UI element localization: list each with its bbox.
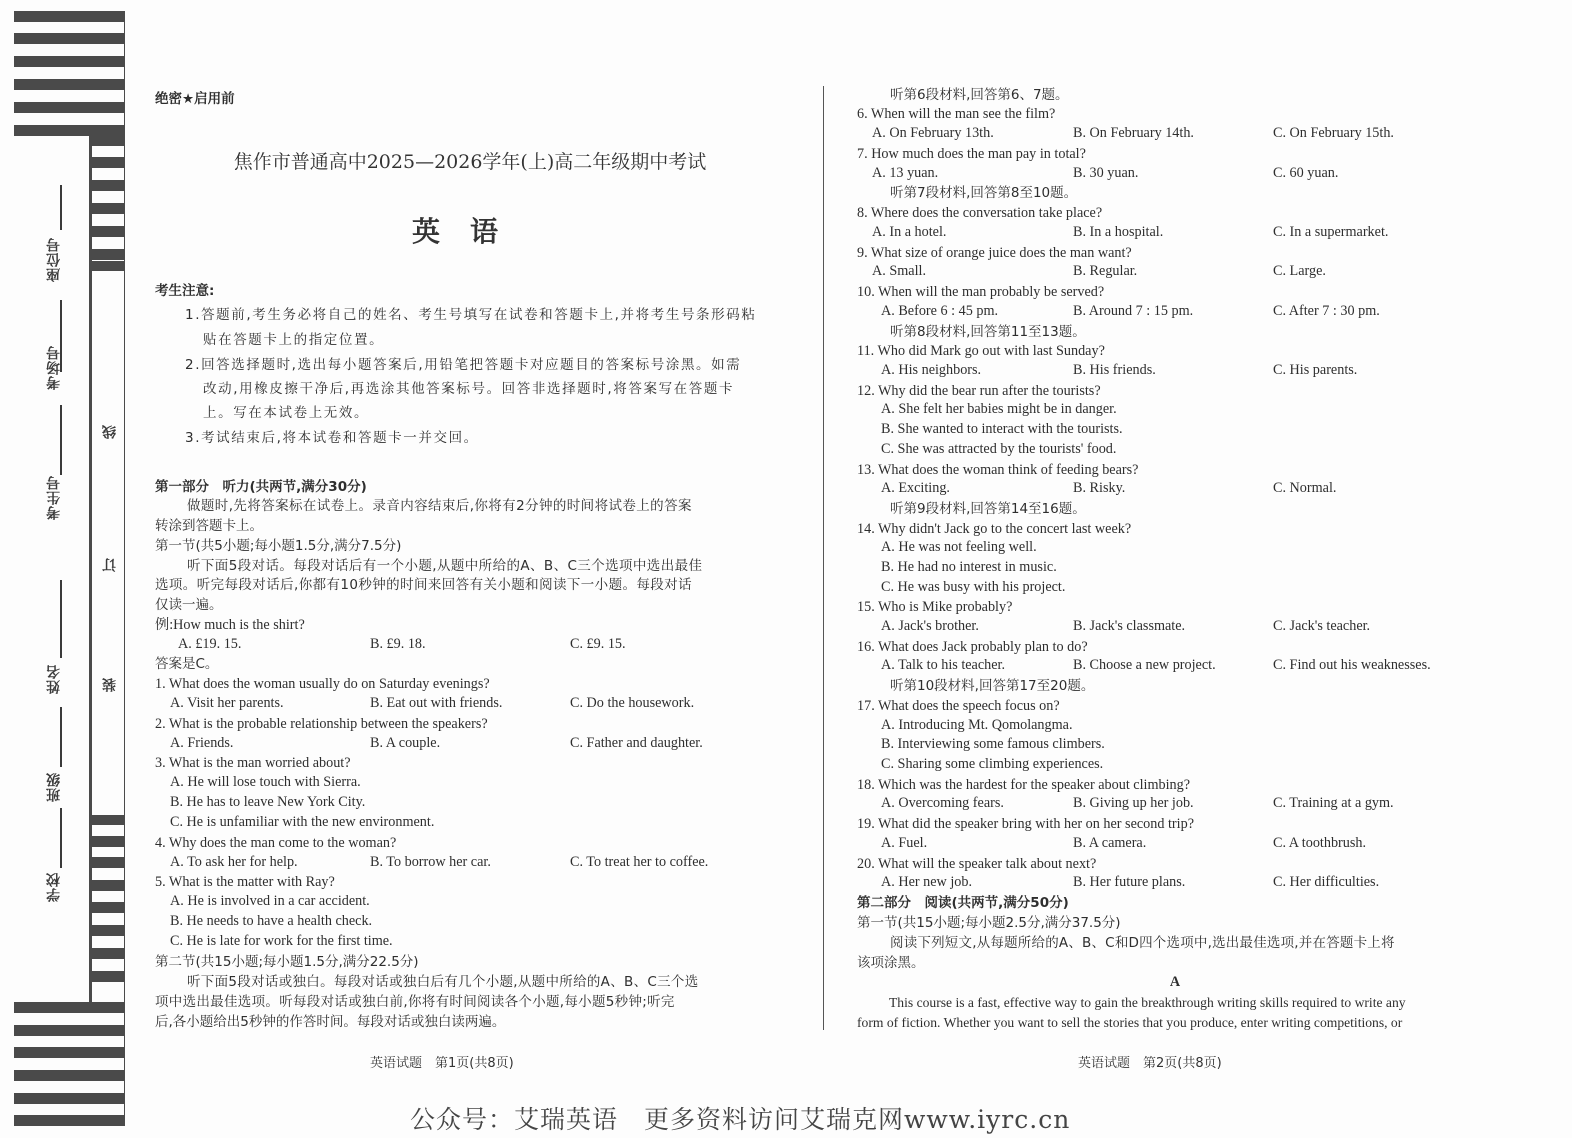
name-blank[interactable]: [60, 580, 62, 658]
material-8-header: 听第8段材料,回答第11至13题。: [890, 324, 1086, 340]
q19-option-b: B. A camera.: [1073, 835, 1147, 851]
part2-intro: 阅读下列短文,从每题所给的A、B、C和D四个选项中,选出最佳选项,并在答题卡上将: [890, 935, 1395, 951]
section1-intro: 选项。听完每段对话后,你都有10秒钟的时间来回答有关小题和阅读下一小题。每段对话: [155, 577, 692, 593]
margin-stripe: [14, 11, 125, 22]
q16-option-c: C. Find out his weaknesses.: [1273, 657, 1431, 673]
q10-option-a: A. Before 6 : 45 pm.: [881, 303, 999, 319]
notice-item: 改动,用橡皮擦干净后,再选涂其他答案标号。回答非选择题时,将答案写在答题卡: [203, 381, 735, 397]
margin-stripe: [90, 836, 125, 847]
question-16: 16. What does Jack probably plan to do?: [857, 639, 1088, 655]
question-5: 5. What is the matter with Ray?: [155, 874, 335, 890]
section1-intro: 仅读一遍。: [155, 597, 223, 613]
margin-stripe: [90, 261, 125, 271]
watermark-text: 公众号：艾瑞英语 更多资料访问艾瑞克网www.iyrc.cn: [410, 1105, 1071, 1134]
question-4: 4. Why does the man come to the woman?: [155, 835, 397, 851]
q3-option-c: C. He is unfamiliar with the new environment.: [170, 814, 435, 830]
question-1: 1. What does the woman usually do on Saturday evenings?: [155, 676, 490, 692]
margin-stripe: [90, 971, 125, 982]
q1-option-c: C. Do the housework.: [570, 695, 695, 711]
passage-label: A: [1169, 974, 1181, 990]
q4-option-a: A. To ask her for help.: [170, 854, 298, 870]
q17-option-a: A. Introducing Mt. Qomolangma.: [881, 717, 1073, 733]
margin-stripe: [14, 1025, 125, 1036]
example-option-c: C. £9. 15.: [570, 636, 626, 652]
question-6: 6. When will the man see the film?: [857, 106, 1056, 122]
q6-option-c: C. On February 15th.: [1273, 125, 1394, 141]
part1-intro: 做题时,先将答案标在试卷上。录音内容结束后,你将有2分钟的时间将试卷上的答案: [187, 498, 692, 514]
margin-stripe: [90, 135, 125, 146]
question-18: 18. Which was the hardest for the speaker about climbing?: [857, 777, 1191, 793]
margin-stripe: [90, 880, 125, 891]
student-number-label: 考生号: [46, 475, 62, 520]
q8-option-a: A. In a hotel.: [872, 224, 947, 240]
school-blank[interactable]: [60, 808, 62, 868]
q13-option-b: B. Risky.: [1073, 480, 1126, 496]
q14-option-b: B. He had no interest in music.: [881, 559, 1057, 575]
margin-stripe: [90, 249, 125, 260]
notice-item: 2.回答选择题时,选出每小题答案后,用铅笔把答题卡对应题目的答案标号涂黑。如需: [185, 357, 742, 373]
margin-stripe: [14, 1115, 125, 1126]
q16-option-b: B. Choose a new project.: [1073, 657, 1216, 673]
question-20: 20. What will the speaker talk about next?: [857, 856, 1097, 872]
notice-item: 3.考试结束后,将本试卷和答题卡一并交回。: [185, 430, 479, 446]
q13-option-a: A. Exciting.: [881, 480, 950, 496]
q9-option-c: C. Large.: [1273, 263, 1326, 279]
material-9-header: 听第9段材料,回答第14至16题。: [890, 501, 1086, 517]
part1-intro: 转涂到答题卡上。: [155, 518, 263, 534]
q15-option-a: A. Jack's brother.: [881, 618, 979, 634]
example-option-a: A. £19. 15.: [178, 636, 242, 652]
question-12: 12. Why did the bear run after the tourists?: [857, 383, 1101, 399]
margin-stripe: [14, 33, 125, 44]
q12-option-b: B. She wanted to interact with the tourists.: [881, 421, 1123, 437]
q7-option-a: A. 13 yuan.: [872, 165, 939, 181]
margin-stripe: [90, 925, 125, 936]
question-8: 8. Where does the conversation take place?: [857, 205, 1103, 221]
margin-stripe: [14, 79, 125, 90]
q20-option-c: C. Her difficulties.: [1273, 874, 1380, 890]
q7-option-b: B. 30 yuan.: [1073, 165, 1139, 181]
notice-item: 上。写在本试卷上无效。: [203, 405, 370, 421]
page-2-footer: 英语试题 第2页(共8页): [1078, 1056, 1222, 1071]
student-number-blank[interactable]: [60, 405, 62, 475]
margin-stripe: [14, 102, 125, 113]
q16-option-a: A. Talk to his teacher.: [881, 657, 1006, 673]
q17-option-c: C. Sharing some climbing experiences.: [881, 756, 1104, 772]
question-14: 14. Why didn't Jack go to the concert last week?: [857, 521, 1132, 537]
margin-stripe: [90, 815, 125, 825]
q3-option-b: B. He has to leave New York City.: [170, 794, 366, 810]
section1-intro: 听下面5段对话。每段对话后有一个小题,从题中所给的A、B、C三个选项中选出最佳: [187, 558, 703, 574]
q19-option-a: A. Fuel.: [881, 835, 928, 851]
binding-mark-line: 线: [102, 425, 118, 439]
margin-stripe: [90, 948, 125, 959]
example-question: 例:How much is the shirt?: [155, 617, 305, 633]
q10-option-b: B. Around 7 : 15 pm.: [1073, 303, 1194, 319]
q10-option-c: C. After 7 : 30 pm.: [1273, 303, 1380, 319]
passage-line: form of fiction. Whether you want to sell the stories that you produce, enter writing competitions, or: [857, 1015, 1403, 1030]
q1-option-a: A. Visit her parents.: [170, 695, 284, 711]
passage-line: This course is a fast, effective way to gain the breakthrough writing skills required to write any: [889, 995, 1406, 1010]
q5-option-a: A. He is involved in a car accident.: [170, 893, 370, 909]
q9-option-b: B. Regular.: [1073, 263, 1138, 279]
seat-number-label: 座位号: [46, 237, 62, 282]
section2-title: 第二节(共15小题;每小题1.5分,满分22.5分): [155, 954, 419, 970]
material-10-header: 听第10段材料,回答第17至20题。: [890, 678, 1095, 694]
q7-option-c: C. 60 yuan.: [1273, 165, 1339, 181]
part2-title: 第二部分 阅读(共两节,满分50分): [857, 895, 1069, 911]
q8-option-c: C. In a supermarket.: [1273, 224, 1389, 240]
margin-stripe: [14, 1093, 125, 1104]
question-7: 7. How much does the man pay in total?: [857, 146, 1086, 162]
part1-title: 第一部分 听力(共两节,满分30分): [155, 479, 367, 495]
material-7-header: 听第7段材料,回答第8至10题。: [890, 185, 1078, 201]
notice-item: 1.答题前,考生务必将自己的姓名、考生号填写在试卷和答题卡上,并将考生号条形码粘: [185, 307, 757, 323]
q4-option-b: B. To borrow her car.: [370, 854, 491, 870]
class-blank[interactable]: [60, 707, 62, 767]
q19-option-c: C. A toothbrush.: [1273, 835, 1367, 851]
q15-option-b: B. Jack's classmate.: [1073, 618, 1186, 634]
material-6-header: 听第6段材料,回答第6、7题。: [890, 87, 1069, 103]
question-13: 13. What does the woman think of feeding bears?: [857, 462, 1139, 478]
section2-intro: 听下面5段对话或独白。每段对话或独白后有几个小题,从题中所给的A、B、C三个选: [187, 974, 699, 990]
exam-title: 焦作市普通高中2025—2026学年(上)高二年级期中考试: [233, 151, 707, 173]
q3-option-a: A. He will lose touch with Sierra.: [170, 774, 361, 790]
q6-option-a: A. On February 13th.: [872, 125, 994, 141]
q5-option-c: C. He is late for work for the first time.: [170, 933, 393, 949]
page-1-footer: 英语试题 第1页(共8页): [370, 1056, 514, 1071]
q20-option-a: A. Her new job.: [881, 874, 973, 890]
part2-section1-title: 第一节(共15小题;每小题2.5分,满分37.5分): [857, 915, 1121, 931]
question-19: 19. What did the speaker bring with her on her second trip?: [857, 816, 1194, 832]
q18-option-b: B. Giving up her job.: [1073, 795, 1194, 811]
question-3: 3. What is the man worried about?: [155, 755, 351, 771]
question-17: 17. What does the speech focus on?: [857, 698, 1060, 714]
q5-option-b: B. He needs to have a health check.: [170, 913, 373, 929]
subject-title: 英语: [411, 215, 528, 248]
notice-item: 贴在答题卡上的指定位置。: [203, 332, 385, 348]
example-option-b: B. £9. 18.: [370, 636, 426, 652]
q6-option-b: B. On February 14th.: [1073, 125, 1194, 141]
notice-title: 考生注意:: [155, 283, 215, 299]
q15-option-c: C. Jack's teacher.: [1273, 618, 1371, 634]
q8-option-b: B. In a hospital.: [1073, 224, 1164, 240]
part2-intro: 该项涂黑。: [857, 955, 925, 971]
binding-mark-pack: 装: [102, 678, 118, 692]
question-15: 15. Who is Mike probably?: [857, 599, 1013, 615]
question-10: 10. When will the man probably be served?: [857, 284, 1105, 300]
margin-stripe: [14, 1002, 125, 1013]
q9-option-a: A. Small.: [872, 263, 926, 279]
q12-option-c: C. She was attracted by the tourists' food.: [881, 441, 1117, 457]
q11-option-b: B. His friends.: [1073, 362, 1156, 378]
q4-option-c: C. To treat her to coffee.: [570, 854, 709, 870]
section1-title: 第一节(共5小题;每小题1.5分,满分7.5分): [155, 538, 402, 554]
class-label: 班级: [46, 772, 62, 802]
q11-option-a: A. His neighbors.: [881, 362, 982, 378]
q18-option-a: A. Overcoming fears.: [881, 795, 1004, 811]
q2-option-b: B. A couple.: [370, 735, 441, 751]
q1-option-b: B. Eat out with friends.: [370, 695, 503, 711]
question-2: 2. What is the probable relationship between the speakers?: [155, 716, 488, 732]
margin-stripe: [90, 857, 125, 868]
margin-stripe: [14, 56, 125, 67]
q11-option-c: C. His parents.: [1273, 362, 1358, 378]
q12-option-a: A. She felt her babies might be in danger.: [881, 401, 1117, 417]
q18-option-c: C. Training at a gym.: [1273, 795, 1394, 811]
binding-mark-bind: 订: [102, 558, 118, 572]
q2-option-c: C. Father and daughter.: [570, 735, 703, 751]
margin-stripe: [90, 180, 125, 191]
question-11: 11. Who did Mark go out with last Sunday?: [857, 343, 1105, 359]
school-label: 学校: [46, 872, 62, 902]
binding-line: [89, 125, 92, 1005]
name-label: 姓名: [46, 664, 62, 694]
example-answer: 答案是C。: [155, 656, 219, 672]
question-9: 9. What size of orange juice does the man want?: [857, 245, 1132, 261]
section2-intro: 后,各小题给出5秒钟的作答时间。每段对话或独白读两遍。: [155, 1014, 506, 1030]
q20-option-b: B. Her future plans.: [1073, 874, 1186, 890]
margin-stripe: [14, 1070, 125, 1081]
q2-option-a: A. Friends.: [170, 735, 234, 751]
confidential-label: 绝密★启用前: [155, 91, 235, 107]
q14-option-c: C. He was busy with his project.: [881, 579, 1066, 595]
q14-option-a: A. He was not feeling well.: [881, 539, 1037, 555]
q17-option-b: B. Interviewing some famous climbers.: [881, 736, 1105, 752]
section2-intro: 项中选出最佳选项。听每段对话或独白前,你将有时间阅读各个小题,每小题5秒钟;听完: [155, 994, 675, 1010]
binding-edge-line: [124, 11, 125, 1126]
margin-stripe: [14, 1047, 125, 1058]
column-divider: [823, 86, 824, 1030]
exam-room-label: 考场号: [46, 345, 62, 390]
q13-option-c: C. Normal.: [1273, 480, 1337, 496]
margin-stripe: [90, 902, 125, 913]
